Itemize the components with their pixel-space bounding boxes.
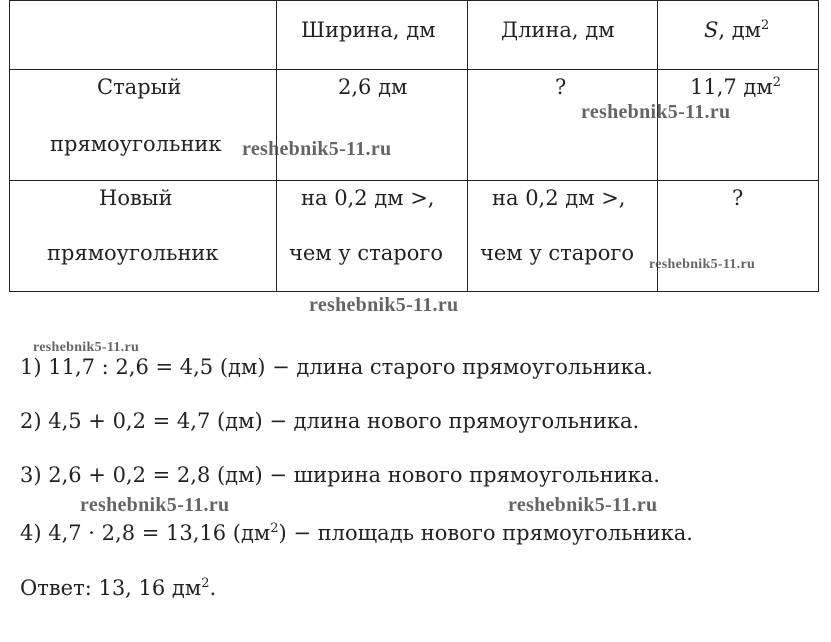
row-old-area	[690, 77, 781, 98]
row-old-area-exponent: 2	[772, 75, 781, 90]
watermark: reshebnik5-11.ru	[33, 340, 140, 355]
header-area	[704, 20, 769, 41]
header-width: Ширина, дм	[301, 18, 436, 42]
answer-exponent: 2	[201, 576, 210, 591]
row-old-width: 2,6 дм	[338, 75, 408, 99]
table-row-divider	[9, 69, 819, 70]
row-new-width-line2: чем у старого	[289, 241, 443, 265]
row-new-name-line1: Новый	[99, 186, 173, 210]
answer-line	[20, 578, 216, 599]
watermark: reshebnik5-11.ru	[581, 101, 731, 123]
table-row-divider	[9, 180, 819, 181]
row-old-name-line1: Старый	[97, 75, 182, 99]
header-length: Длина, дм	[501, 18, 615, 42]
solution-step-3: 3) 2,6 + 0,2 = 2,8 (дм) − ширина нового прямоугольника.	[20, 463, 660, 487]
row-new-area: ?	[732, 186, 744, 210]
solution-step-1: 1) 11,7 : 2,6 = 4,5 (дм) − длина старого прямоугольника.	[20, 355, 653, 379]
table-border-right	[818, 0, 819, 292]
watermark: reshebnik5-11.ru	[309, 294, 459, 316]
area-symbol: S	[704, 18, 719, 42]
table-col-divider	[657, 0, 658, 292]
watermark: reshebnik5-11.ru	[508, 494, 658, 516]
watermark: reshebnik5-11.ru	[649, 257, 756, 272]
solution-step-4-expr: 4) 4,7 · 2,8 = 13,16 (дм	[20, 521, 271, 545]
row-new-width-line1: на 0,2 дм >,	[301, 186, 435, 210]
row-old-length: ?	[555, 75, 567, 99]
row-new-name-line2: прямоугольник	[47, 241, 219, 265]
watermark: reshebnik5-11.ru	[242, 138, 392, 160]
table-border-top	[9, 0, 819, 1]
table-border-bottom	[9, 291, 819, 292]
area-unit-exponent: 2	[761, 18, 770, 33]
row-old-name-line2: прямоугольник	[50, 132, 222, 156]
solution-step-4	[20, 523, 693, 544]
area-unit: , дм	[718, 18, 762, 42]
row-new-length-line2: чем у старого	[480, 241, 634, 265]
table-col-divider	[467, 0, 468, 292]
solution-step-4-text: ) − площадь нового прямоугольника.	[278, 521, 693, 545]
solution-step-2: 2) 4,5 + 0,2 = 4,7 (дм) − длина нового прямоугольника.	[20, 409, 640, 433]
answer-period: .	[209, 576, 217, 600]
answer-value: Ответ: 13, 16 дм	[20, 576, 202, 600]
table-border-left	[9, 0, 10, 292]
row-old-area-value: 11,7 дм	[690, 75, 773, 99]
watermark: reshebnik5-11.ru	[80, 494, 230, 516]
row-new-length-line1: на 0,2 дм >,	[492, 186, 626, 210]
solution-step-4-exponent: 2	[270, 521, 279, 536]
